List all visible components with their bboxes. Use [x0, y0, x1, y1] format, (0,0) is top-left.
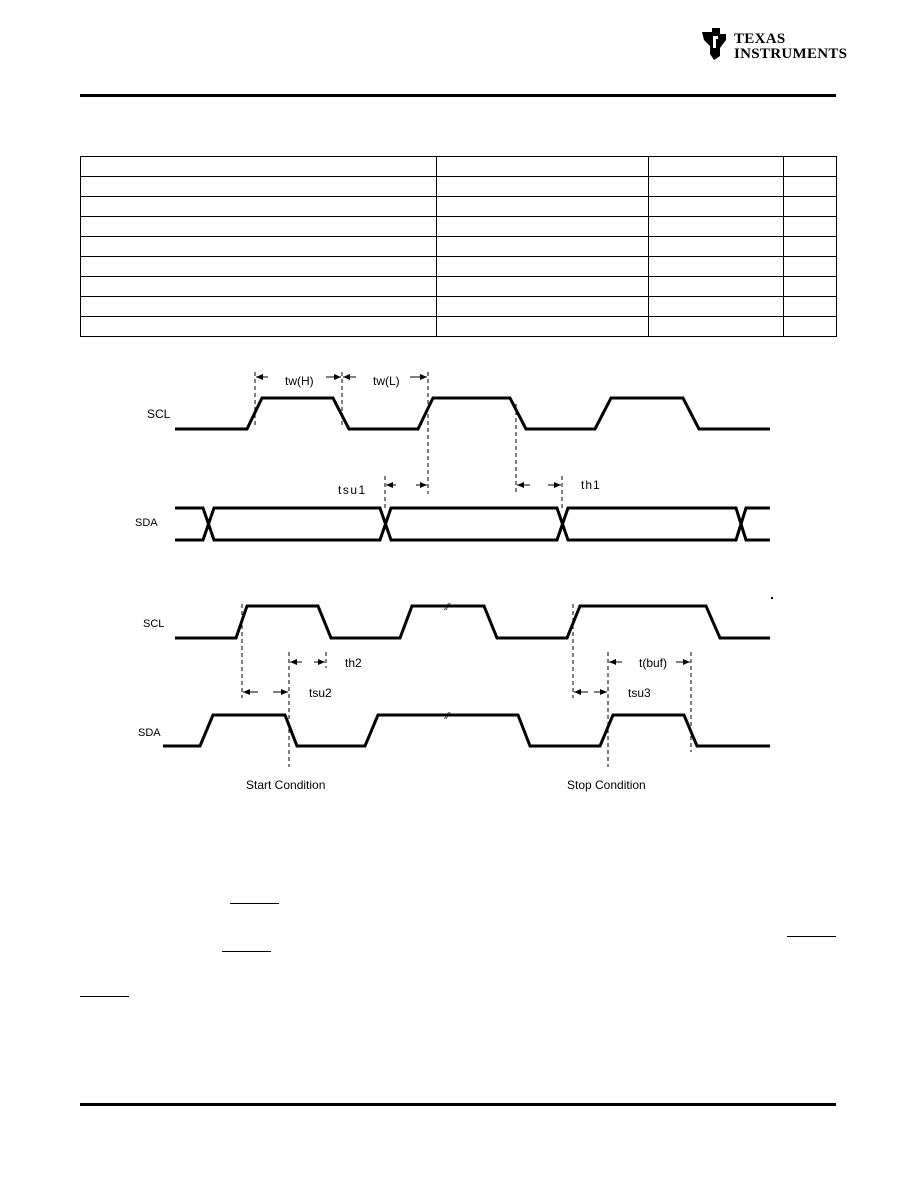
tsu3-label: tsu3 — [628, 686, 651, 700]
table-row — [81, 157, 837, 177]
scl-break-mark: ⁄⁄ — [446, 602, 450, 613]
table-row — [81, 237, 837, 257]
sda-waveform-top — [175, 508, 770, 540]
ti-logo — [698, 26, 848, 66]
tsu1-label: tsu1 — [338, 483, 367, 497]
ti-logo-icon — [698, 26, 730, 62]
scl-label: SCL — [143, 618, 165, 630]
tw-h-label: tw(H) — [285, 374, 314, 388]
table-row — [81, 217, 837, 237]
table-row — [81, 297, 837, 317]
table-row — [81, 197, 837, 217]
sda-label: SDA — [135, 517, 158, 529]
scl-label: SCL — [147, 407, 171, 421]
sda-label: SDA — [138, 727, 161, 739]
th1-label: th1 — [581, 478, 601, 492]
tsu2-label: tsu2 — [309, 686, 332, 700]
sda-break-mark: ⁄⁄ — [446, 711, 450, 722]
logo-text-texas: TEXAS — [734, 31, 786, 47]
tw-l-label: tw(L) — [373, 374, 400, 388]
table-row — [81, 317, 837, 337]
tbuf-label: t(buf) — [639, 656, 668, 670]
table-row — [81, 177, 837, 197]
overline-mark — [230, 903, 279, 904]
th2-label: th2 — [345, 656, 362, 670]
header-rule — [80, 94, 836, 97]
table-row — [81, 257, 837, 277]
corner-dot — [771, 597, 773, 599]
spec-table — [80, 156, 837, 337]
overline-mark — [787, 936, 836, 937]
scl-waveform — [175, 606, 770, 638]
overline-mark — [222, 951, 271, 952]
overline-mark — [80, 996, 129, 997]
logo-text-instruments: INSTRUMENTS — [734, 46, 848, 62]
footer-rule — [80, 1103, 836, 1106]
start-condition-label: Start Condition — [246, 778, 326, 792]
scl-sda-timing-diagram — [0, 360, 918, 560]
sda-waveform — [163, 715, 770, 746]
start-stop-timing-diagram — [0, 590, 918, 800]
stop-condition-label: Stop Condition — [567, 778, 646, 792]
sda-waveform-bottom — [175, 508, 770, 540]
table-row — [81, 277, 837, 297]
scl-waveform — [175, 398, 770, 429]
